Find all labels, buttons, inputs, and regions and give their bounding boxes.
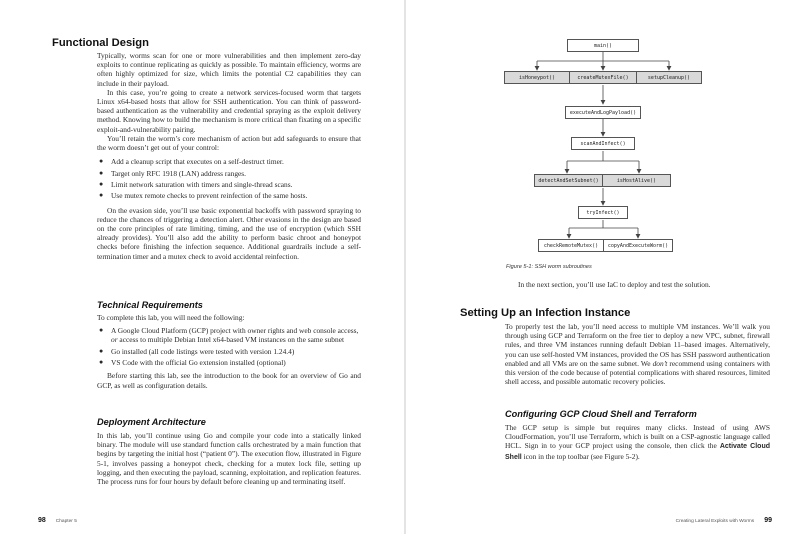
- left-footer: [38, 509, 77, 527]
- safeguards-intro-paragraph: You’ll retain the worm’s core mechanism of action but add safeguards to ensure that the worm doesn’t get out of your control:: [97, 133, 361, 153]
- left-body-column: [97, 51, 361, 261]
- node-scanandinfect: scanAndInfect(): [571, 137, 635, 150]
- list-item: ● Go installed (all code listings were tested with version 1.24.4): [99, 346, 295, 356]
- tech-requirements-block: [97, 313, 361, 390]
- page-number-left: 98: [38, 517, 46, 524]
- infection-instance-paragraph: To properly test the lab, you’ll need access to multiple VM instances. We’ll walk you through using GCP and Terraform on the free tier to deploy a new VPC, subnet, firewall rules, and three VM instances running default Debian 11–based images. Alternatively, you can use self-hosted VM instances, provided the OS has SSH password authentication enabled and all VMs are on the same subnet. We don’t recommend using containers with this version of the code because of potential complications with shared resources, limited shell access, and possible automatic recovery policies.: [505, 322, 771, 387]
- heading-configuring-gcp: Configuring GCP Cloud Shell and Terraform: [505, 409, 697, 419]
- deployment-block: [97, 431, 361, 486]
- heading-setting-up-infection-instance: Setting Up an Infection Instance: [460, 307, 631, 319]
- gcp-setup-block: [505, 423, 770, 462]
- bullet-icon: ●: [99, 191, 104, 200]
- list-item: ● Use mutex remote checks to prevent reinfection of the same hosts.: [99, 191, 308, 201]
- node-detectandsetsubnet: detectAndSetSubnet(): [534, 174, 603, 187]
- node-executeandlogpayload: executeAndLogPayload(): [565, 106, 641, 119]
- bullet-icon: ●: [99, 326, 104, 335]
- heading-functional-design: Functional Design: [52, 37, 149, 49]
- node-checkremotemutex: checkRemoteMutex(): [538, 239, 604, 252]
- right-footer: [620, 509, 772, 527]
- bullet-icon: ●: [99, 157, 104, 166]
- tech-outro-paragraph: Before starting this lab, see the introduction to the book for an overview of Go and GCP, as well as configuration details.: [97, 371, 361, 390]
- figure-caption: Figure 5-1: SSH worm subroutines: [506, 264, 592, 270]
- node-ishostalive: isHostAlive(): [602, 174, 671, 187]
- flow-diagram-connectors: [500, 30, 730, 270]
- heading-technical-requirements: Technical Requirements: [97, 300, 203, 310]
- bullet-icon: ●: [99, 358, 104, 367]
- list-item: ● VS Code with the official Go extension installed (optional): [99, 358, 286, 368]
- evasion-paragraph: On the evasion side, you’ll use basic exponential backoffs with password spraying to reduce the chances of triggering a detection alert. Other evasions in the design are based on the core principles of rate limiting, timing, and the use of encryption (which SSH already provides). You’ll also add the ability to perform basic chroot and honeypot checks before finishing the infection sequence. Additional guardrails include a self-termination timer and a mutex check to avoid accidental reinfection.: [97, 205, 361, 261]
- gcp-setup-paragraph: The GCP setup is simple but requires many clicks. Instead of using AWS CloudFormation, you’ll use Terraform, which is built on a CSP-agnostic language called HCL. Sign in to your GCP project using the console, then click the Activate Cloud Shell icon in the top toolbar (see Figure 5-2).: [505, 423, 771, 461]
- deployment-paragraph: In this lab, you’ll continue using Go and compile your code into a statically linked binary. The module will use standard function calls orchestrated by a main function that begins by targeting the initial host (“patient 0”). The execution flow, illustrated in Figure 5-1, involves passing a honeypot check, checking for a mutex lock file, setting up logging, and then executing the payload, scanning, exploitation, and replication features. The process runs for four hours by default before cleaning up and terminating itself.: [97, 431, 361, 487]
- list-item: ● Target only RFC 1918 (LAN) address ranges.: [99, 168, 247, 178]
- list-item: ● Add a cleanup script that executes on a self-destruct timer.: [99, 157, 284, 167]
- node-setupcleanup: setupCleanup(): [636, 71, 702, 84]
- node-main: main(): [567, 39, 639, 52]
- list-item: ● Limit network saturation with timers and single-thread scans.: [99, 180, 293, 190]
- tech-intro-paragraph: To complete this lab, you will need the following:: [97, 313, 245, 322]
- running-title: Creating Lateral Exploits with Worms: [675, 519, 755, 524]
- infection-instance-block: [505, 322, 770, 386]
- chapter-label: Chapter 5: [55, 519, 77, 524]
- node-createmutexfile: createMutexFile(): [569, 71, 637, 84]
- heading-deployment-architecture: Deployment Architecture: [97, 417, 206, 427]
- node-ishoneypot: isHoneypot(): [504, 71, 570, 84]
- node-tryinfect: tryInfect(): [578, 206, 628, 219]
- page-number-right: 99: [764, 517, 772, 524]
- node-copyandexecuteworm: copyAndExecuteWorm(): [603, 239, 673, 252]
- worm-target-paragraph: In this case, you’re going to create a network services-focused worm that targets Linux x64-based hosts that allow for SSH authentication. You can think of password-based authentication as the vulnerability and credential spraying as the exploit delivery method. Knowing how to build the mechanism is more critical than fixating on a specific exploit-and-vulnerability pairing.: [97, 87, 361, 134]
- bullet-icon: ●: [99, 168, 104, 177]
- bullet-icon: ●: [99, 180, 104, 189]
- book-spine: [404, 0, 406, 534]
- safeguards-list: [97, 157, 361, 200]
- requirements-list: [97, 326, 361, 367]
- bullet-icon: ●: [99, 346, 104, 355]
- list-item: ● A Google Cloud Platform (GCP) project with owner rights and web console access, or access to multiple Debian Intel x64-based VM instances on the same subnet: [99, 326, 359, 345]
- intro-paragraph: Typically, worms scan for one or more vulnerabilities and then implement zero-day exploits to continue replicating as quickly as possible. To maintain efficiency, worms are often highly optimized for size, which limits the potential C2 capabilities they can include in their payload.: [97, 51, 361, 88]
- after-figure-paragraph: In the next section, you’ll use IaC to deploy and test the solution.: [518, 280, 711, 289]
